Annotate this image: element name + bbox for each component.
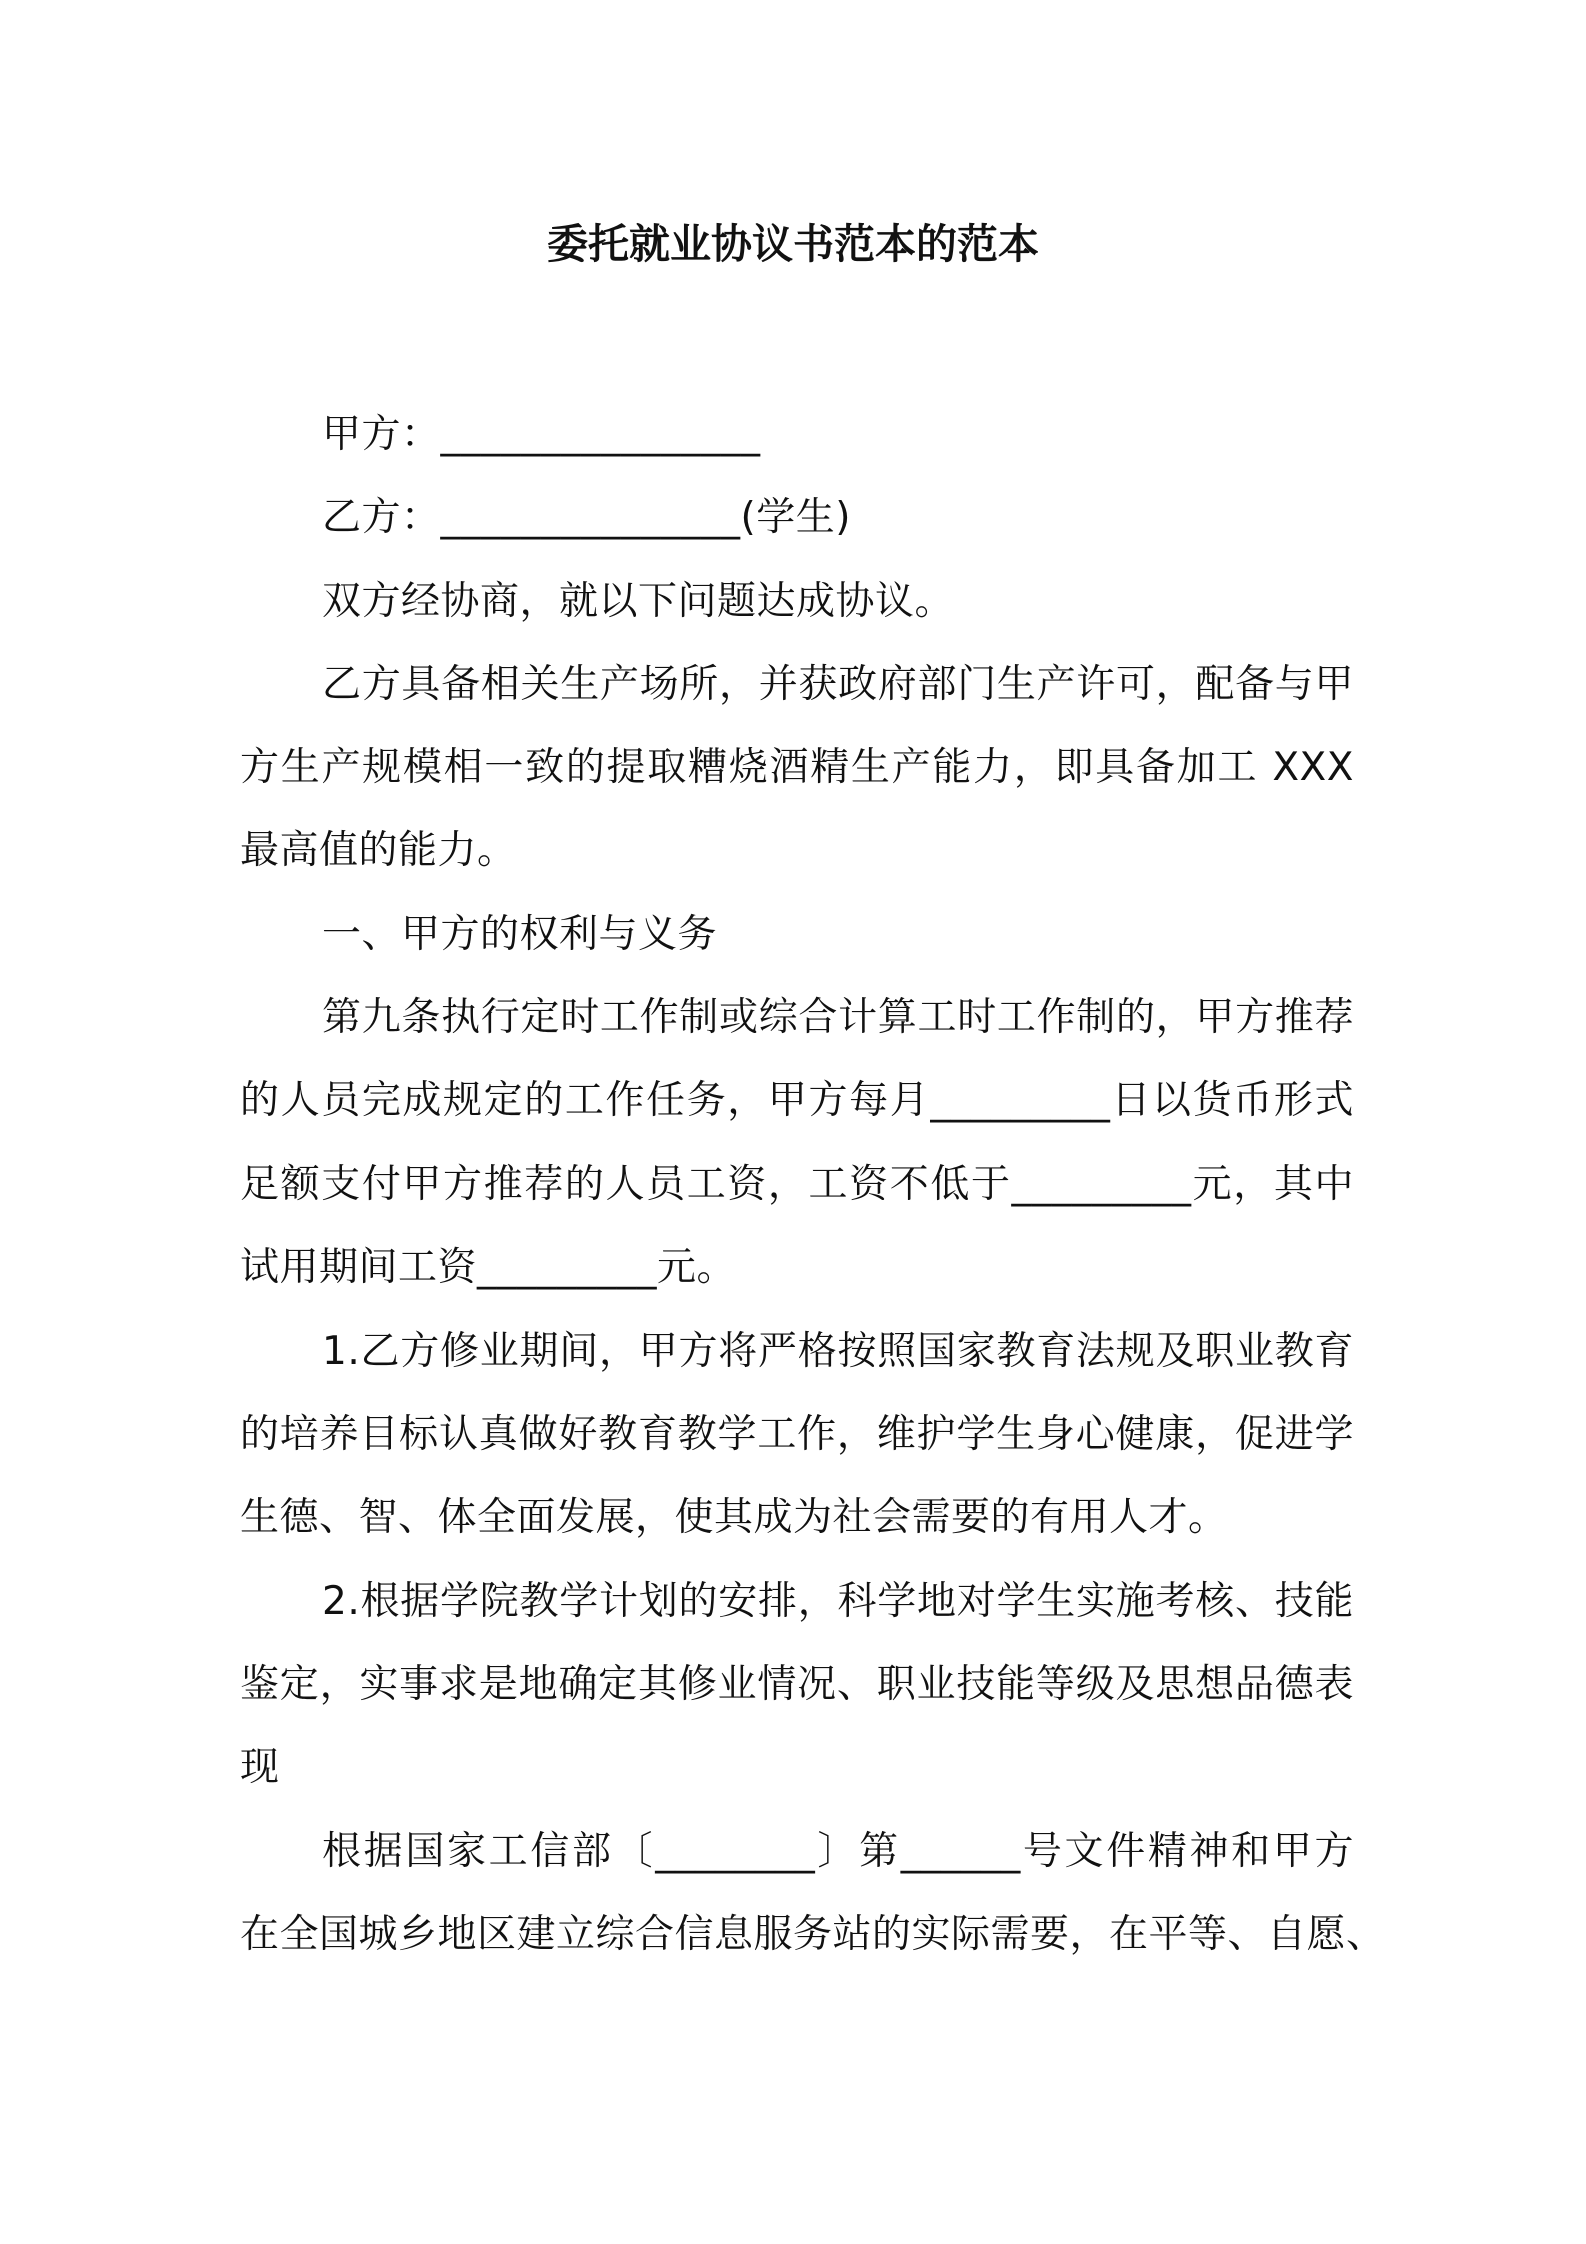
section-heading: 一、甲方的权利与义务	[322, 912, 718, 957]
document-title: 委托就业协议书范本的范本	[547, 220, 1039, 268]
paragraph-line: 方生产规模相一致的提取糟烧酒精生产能力，即具备加工 XXX	[240, 745, 1354, 790]
paragraph-line: 的人员完成规定的工作任务，甲方每月_________日以货币形式	[240, 1078, 1354, 1123]
paragraph-line: 第九条执行定时工作制或综合计算工时工作制的，甲方推荐	[322, 995, 1354, 1040]
party-a-line: 甲方：________________	[322, 412, 761, 457]
paragraph-line: 足额支付甲方推荐的人员工资，工资不低于_________元，其中	[240, 1162, 1354, 1207]
paragraph-line: 试用期间工资_________元。	[240, 1245, 737, 1290]
paragraph-line: 1.乙方修业期间，甲方将严格按照国家教育法规及职业教育	[322, 1329, 1354, 1374]
paragraph-line: 乙方具备相关生产场所，并获政府部门生产许可，配备与甲	[322, 662, 1354, 707]
paragraph-line: 2.根据学院教学计划的安排，科学地对学生实施考核、技能	[322, 1579, 1354, 1624]
party-b-line: 乙方：_______________(学生)	[322, 495, 851, 540]
paragraph-line: 在全国城乡地区建立综合信息服务站的实际需要，在平等、自愿、	[240, 1912, 1386, 1957]
paragraph-line: 现	[240, 1745, 280, 1790]
paragraph-line: 最高值的能力。	[240, 828, 517, 873]
paragraph-line: 生德、智、体全面发展，使其成为社会需要的有用人才。	[240, 1495, 1228, 1540]
paragraph-line: 的培养目标认真做好教育教学工作，维护学生身心健康，促进学	[240, 1412, 1354, 1457]
agreement-intro-line: 双方经协商，就以下问题达成协议。	[322, 579, 955, 624]
paragraph-line: 根据国家工信部〔________〕第______号文件精神和甲方	[322, 1829, 1354, 1874]
paragraph-line: 鉴定，实事求是地确定其修业情况、职业技能等级及思想品德表	[240, 1662, 1354, 1707]
